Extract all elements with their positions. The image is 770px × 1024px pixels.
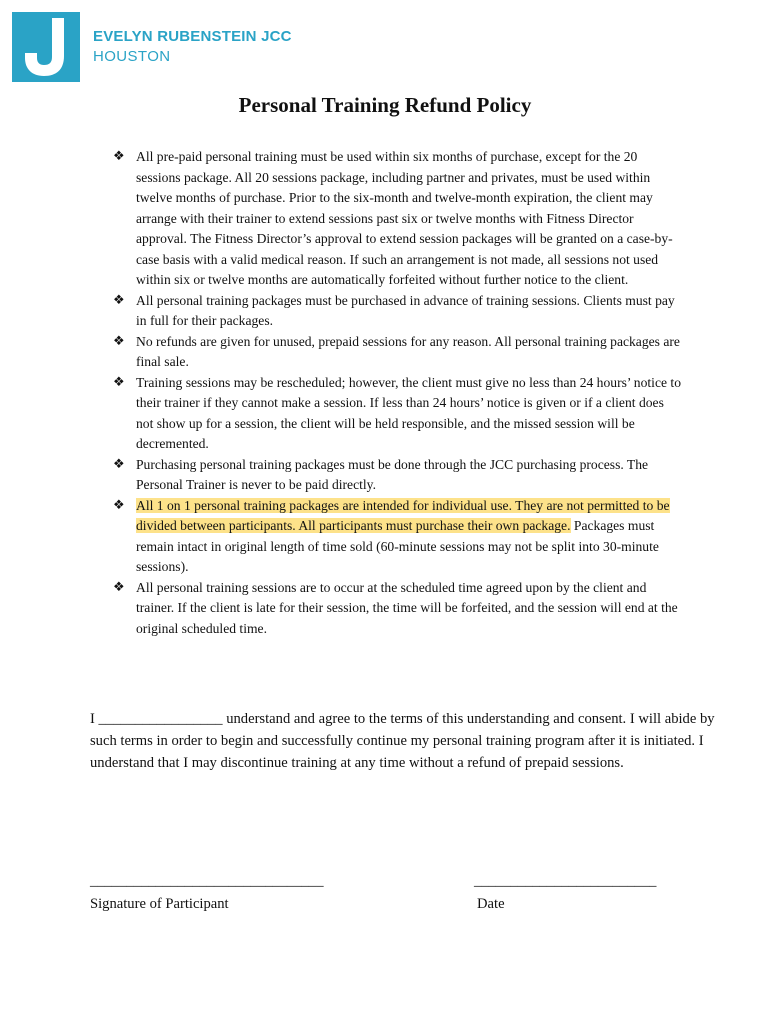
agreement-paragraph: I _________________ understand and agree to the terms of this understanding and consent. I will abide by such terms in order to begin and successfully continue my personal training program after it is initiated. I understand that I may discontinue training at any time without a refund of prepaid sessions.	[90, 711, 715, 771]
participant-signature-line[interactable]: ________________________________	[90, 873, 324, 889]
participant-signature-label: Signature of Participant	[90, 896, 229, 912]
diamond-bullet-icon: ❖	[113, 374, 125, 390]
jcc-j-logo-icon	[12, 12, 80, 82]
org-city-line: HOUSTON	[93, 48, 171, 65]
diamond-bullet-icon: ❖	[113, 456, 125, 472]
policy-item-text: All pre-paid personal training must be used within six months of purchase, except for the 20 sessions package. All 20 sessions package, including partner and privates, must be used within twelve months of purchase. Prior to the six-month and twelve-month expiration, the client may arrange with their trainer to extend sessions past six or twelve months with Fitness Director approval. The Fitness Director’s approval to extend session packages will be granted on a case-by-case basis with a valid medical reason. If such an arrangement is not made, all sessions not used within six or twelve months are automatically forfeited without further notice to the client.	[136, 149, 673, 287]
policy-item	[113, 496, 683, 578]
policy-item-text: No refunds are given for unused, prepaid sessions for any reason. All personal training packages are final sale.	[136, 333, 680, 369]
diamond-bullet-icon: ❖	[113, 497, 125, 513]
policy-item-text: All personal training sessions are to occur at the scheduled time agreed upon by the client and trainer. If the client is late for their session, the time will be forfeited, and the session will end at the original scheduled time.	[136, 579, 678, 636]
policy-item-text: Training sessions may be rescheduled; however, the client must give no less than 24 hours’ notice to their trainer if they cannot make a session. If less than 24 hours’ notice is given or if a client does not show up for a session, the client will be held responsible, and the missed session will be decremented.	[136, 374, 681, 451]
diamond-bullet-icon: ❖	[113, 292, 125, 308]
diamond-bullet-icon: ❖	[113, 333, 125, 349]
org-name-line: EVELYN RUBENSTEIN JCC	[93, 28, 292, 45]
policy-item-text: Packages must remain intact in original length of time sold (60-minute sessions may not be split into 30-minute sessions).	[136, 518, 659, 574]
policy-item	[113, 147, 683, 291]
policy-item	[113, 332, 683, 373]
highlighted-text: All 1 on 1 personal training packages are intended for individual use. They are not permitted to be divided between participants. All participants must purchase their own package.	[136, 497, 670, 533]
page-title: Personal Training Refund Policy	[238, 93, 532, 117]
date-label: Date	[477, 896, 505, 912]
policy-item-text: Purchasing personal training packages must be done through the JCC purchasing process. The Personal Trainer is never to be paid directly.	[136, 456, 649, 492]
policy-item	[113, 578, 683, 640]
policy-item	[113, 373, 683, 455]
diamond-bullet-icon: ❖	[113, 579, 125, 595]
policy-list	[113, 147, 683, 639]
diamond-bullet-icon: ❖	[113, 149, 125, 164]
policy-item	[113, 291, 683, 332]
policy-item-text: All personal training packages must be purchased in advance of training sessions. Clients must pay in full for their packages.	[136, 292, 675, 328]
policy-item	[113, 455, 683, 496]
organization-name	[93, 27, 292, 67]
date-line[interactable]: _________________________	[474, 873, 657, 889]
